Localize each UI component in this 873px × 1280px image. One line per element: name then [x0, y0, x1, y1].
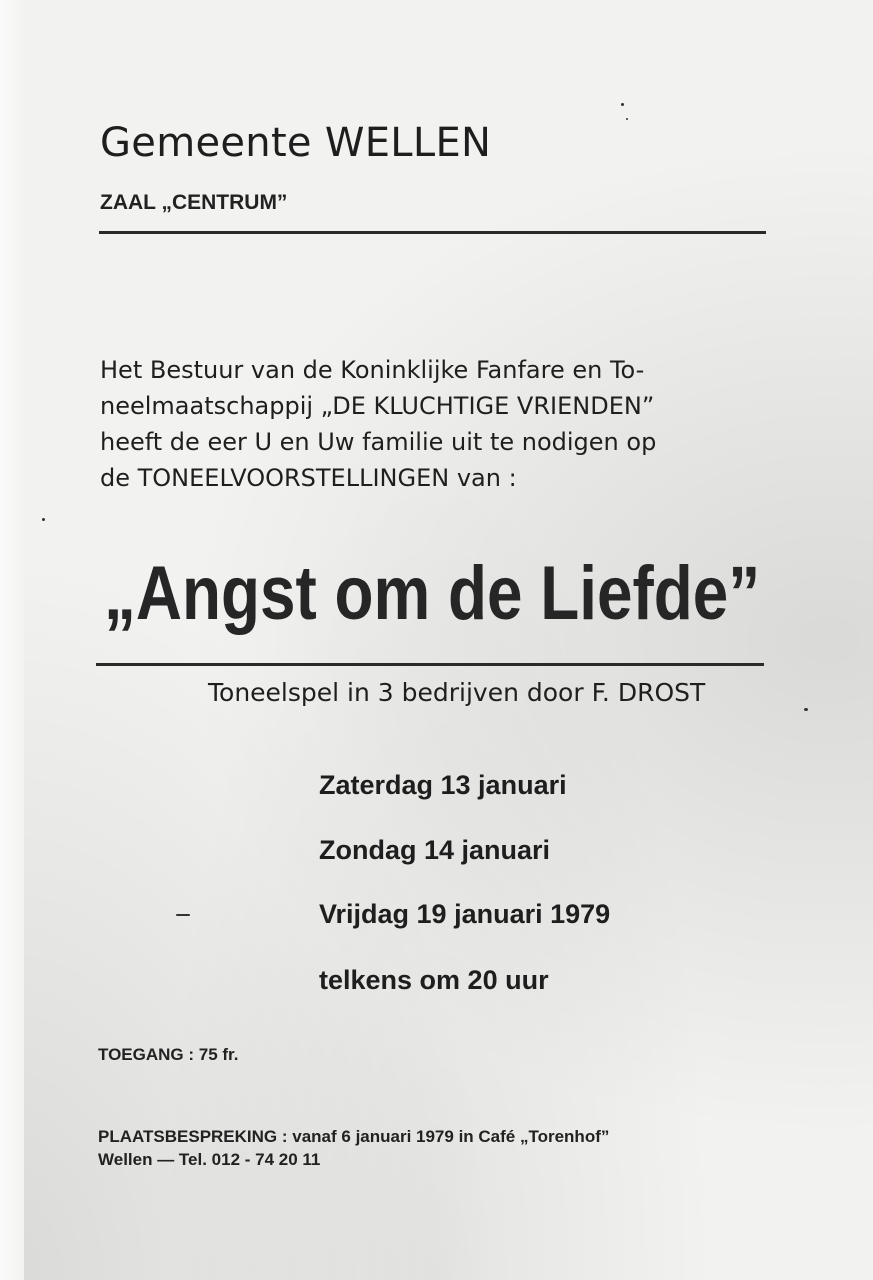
performance-date: Vrijdag 19 januari 1979: [319, 899, 611, 929]
print-speck: [621, 103, 624, 106]
play-subtitle: Toneelspel in 3 bedrijven door F. DROST: [208, 678, 706, 707]
performance-date: Zaterdag 13 januari: [319, 770, 567, 800]
invitation-line: heeft de eer U en Uw familie uit te nodigen op: [100, 428, 657, 456]
performance-date: Zondag 14 januari: [319, 835, 551, 865]
performance-time: telkens om 20 uur: [319, 965, 549, 995]
hall-name: ZAAL „CENTRUM”: [100, 191, 288, 214]
booking-contact: Wellen — Tel. 012 - 74 20 11: [98, 1150, 321, 1169]
invitation-line: neelmaatschappij „DE KLUCHTIGE VRIENDEN”: [100, 392, 655, 420]
entry-price: TOEGANG : 75 fr.: [98, 1045, 239, 1064]
invitation-line: de TONEELVOORSTELLINGEN van :: [100, 464, 517, 492]
print-speck: [42, 518, 45, 521]
print-speck: [804, 708, 808, 711]
play-title: „Angst om de Liefde”: [104, 551, 761, 636]
booking-info: [98, 1125, 609, 1171]
print-speck: [176, 914, 190, 916]
paper-edge: [0, 0, 24, 1280]
municipality-title: Gemeente WELLEN: [100, 120, 492, 166]
print-speck: [626, 118, 628, 120]
invitation-line: Het Bestuur van de Koninklijke Fanfare en To-: [100, 356, 645, 384]
divider-bottom: [96, 663, 764, 666]
booking-line: PLAATSBESPREKING : vanaf 6 januari 1979 in Café „Torenhof”: [98, 1127, 610, 1146]
divider-top: [99, 231, 766, 234]
invitation-text: [100, 352, 656, 496]
